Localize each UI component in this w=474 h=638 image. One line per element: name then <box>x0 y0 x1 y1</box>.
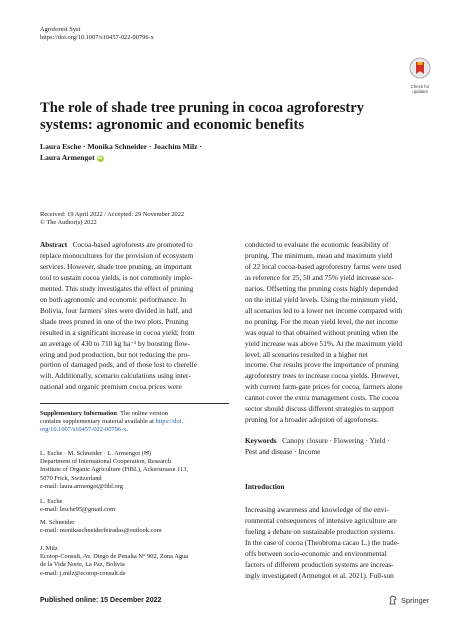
intro-line: Increasing awareness and knowledge of the envi- <box>245 505 389 514</box>
check-for-updates-badge[interactable] <box>405 57 435 94</box>
abstract-line: level, all scenarios resulted in a higher net <box>245 349 368 359</box>
received-accepted: Received: 19 April 2022 / Accepted: 29 November 2022 <box>40 211 185 218</box>
affiliation-line: Institute of Organic Agriculture (FiBL), Ackerstrasse 113, <box>40 466 189 474</box>
abstract-line: on the initial yield levels. Using the minimum yield, <box>245 294 398 304</box>
article-title <box>40 100 364 134</box>
affiliation-line: 5070 Frick, Switzerland <box>40 474 102 482</box>
affiliation-line: Ecotop-Consult, Av. Diego de Penalta N° 902, Zona Agua <box>40 553 189 561</box>
copyright: © The Author(s) 2022 <box>40 219 97 227</box>
abstract-line: Bolivia, four farmers' sites were divided in half, and <box>40 305 193 315</box>
supplementary-text: contains supplementary material available at <box>40 418 154 426</box>
bookmark-icon <box>405 57 435 79</box>
abstract-line: as reference for 25, 50 and 75% yield increase sce- <box>245 272 394 282</box>
abstract-line: resulted in a significant increase in cocoa yield, from <box>40 327 195 337</box>
affiliation-line: Department of International Cooperation, Research <box>40 458 172 466</box>
affiliation-schneider <box>40 519 162 535</box>
abstract-line: sector should discuss different strategies to support <box>245 404 395 414</box>
intro-line: ronmental consequences of intensive agriculture are <box>245 515 397 525</box>
badge-line-1: Check for <box>410 84 430 89</box>
abstract-line: no pruning. For the mean yield level, the net income <box>245 316 398 326</box>
abstract-line: shade trees pruned in one of the two plots. Pruning <box>40 316 189 326</box>
footnote-divider <box>40 403 229 404</box>
publisher-name: Springer <box>401 595 430 605</box>
authors-line-1: Laura Esche · Monika Schneider · Joachim Milz · <box>40 142 202 151</box>
intro-line: factors of different production systems are increas- <box>245 559 394 569</box>
affiliation-milz <box>40 545 188 578</box>
running-header <box>40 26 154 42</box>
supplementary-label: Supplementary Information <box>40 410 117 417</box>
author-email[interactable]: e-mail: lesche95@gmail.com <box>40 506 116 514</box>
supplementary-link[interactable]: org/10.1007/s10457-022-00796-x <box>40 426 127 434</box>
author-email[interactable]: e-mail: monikaschneiderfeiradas@outlook.com <box>40 527 162 535</box>
abstract-line: all scenarios led to a lower net income compared with <box>245 305 403 315</box>
affiliation-email[interactable]: e-mail: laura.armengot@fibl.org <box>40 482 123 490</box>
supplementary-tail: . <box>126 426 128 434</box>
keywords-list: Pest and disease · Income <box>245 446 321 456</box>
springer-logo <box>388 595 429 605</box>
abstract-line: pruning for a broader adoption of agroforests. <box>245 415 379 425</box>
title-line-2: systems: agronomic and economic benefits <box>40 117 305 133</box>
affiliation-line: de la Vida Norte, La Paz, Bolivia <box>40 561 125 569</box>
journal-name: Agroforest Syst <box>40 26 81 33</box>
springer-horse-icon <box>388 595 398 605</box>
abstract-line: wilt. Additionally, scenario calculations using inter- <box>40 371 191 381</box>
intro-line: fueling a debate on sustainable production systems. <box>245 526 396 536</box>
abstract-line: with current farm-gate prices for cocoa, farmers alone <box>245 382 403 392</box>
affiliation-line: L. Esche · M. Schneider · L. Armengot (✉) <box>40 450 152 457</box>
abstract-line: replace monocultures for the provision of ecosystem <box>40 250 194 260</box>
abstract-line: mented. This study investigates the effect of pruning <box>40 283 194 293</box>
abstract-line: an average of 430 to 710 kg ha⁻¹ by boosting flow- <box>40 338 190 348</box>
authors-line-2: Laura Armengot <box>40 152 95 162</box>
article-doi[interactable]: https://doi.org/10.1007/s10457-022-00796-x <box>40 34 154 42</box>
abstract-line: ering and pod production, but not reducing the pro- <box>40 349 190 359</box>
intro-line: offs between socio-economic and environmental <box>245 548 387 558</box>
supplementary-link[interactable]: https://doi. <box>155 418 184 426</box>
intro-line: ingly investigated (Armengot et al. 2021). Full-sun <box>245 570 394 580</box>
abstract-line: portion of damaged pods, and of those lost to cherelle <box>40 360 197 370</box>
keywords-list: Canopy closure · Flowering · Yield · <box>282 436 390 445</box>
abstract-line: cannot cover the extra management costs. The cocoa <box>245 393 399 403</box>
abstract-line: services. However, shade tree pruning, an important <box>40 261 192 271</box>
affiliation-fibl <box>40 450 188 491</box>
supplementary-note <box>40 410 183 435</box>
abstract-line: yield increase was above 51%. At the maximum yield <box>245 338 403 348</box>
author-name: M. Schneider <box>40 519 75 526</box>
abstract-label: Abstract <box>40 240 68 249</box>
abstract-line: conducted to evaluate the economic feasibility of <box>245 240 389 249</box>
supplementary-text: The online version <box>120 410 168 417</box>
affiliation-esche <box>40 498 115 514</box>
orcid-icon[interactable]: iD <box>97 155 103 161</box>
author-email[interactable]: e-mail: j.milz@ecotop-consult.de <box>40 569 126 577</box>
author-name: L. Esche <box>40 498 63 505</box>
abstract-line: narios. Offsetting the pruning costs highly depended <box>245 283 398 293</box>
author-list <box>40 142 202 163</box>
abstract-line: was equal to that obtained without pruning when the <box>245 327 399 337</box>
abstract-line: income. Our results prove the importance of pruning <box>245 360 399 370</box>
introduction-text <box>245 505 435 582</box>
keywords <box>245 436 390 458</box>
abstract-line: Cocoa-based agroforests are promoted to <box>72 240 193 249</box>
abstract-line: tool to sustain cocoa yields, is not commonly imple- <box>40 272 193 282</box>
section-heading-introduction: Introduction <box>245 482 285 491</box>
author-name: J. Milz <box>40 545 58 552</box>
abstract-line: national and organic premium cocoa prices were <box>40 382 182 392</box>
abstract-line: pruning. The minimum, mean and maximum yield <box>245 250 393 260</box>
published-online: Published online: 15 December 2022 <box>40 597 162 604</box>
keywords-label: Keywords <box>245 436 277 445</box>
abstract-right-column <box>245 240 435 426</box>
badge-line-2: updates <box>412 89 428 94</box>
abstract-left-column <box>40 240 229 393</box>
title-line-1: The role of shade tree pruning in cocoa agroforestry <box>40 100 365 116</box>
article-history <box>40 211 184 227</box>
abstract-line: agroforestry trees to increase cocoa yields. However, <box>245 371 400 381</box>
abstract-line: on both agronomic and economic performance. In <box>40 294 187 304</box>
intro-line: In the case of cocoa (Theobroma cacao L.) the trade- <box>245 537 400 547</box>
abstract-line: of 22 local cocoa-based agroforestry farms were used <box>245 261 402 271</box>
